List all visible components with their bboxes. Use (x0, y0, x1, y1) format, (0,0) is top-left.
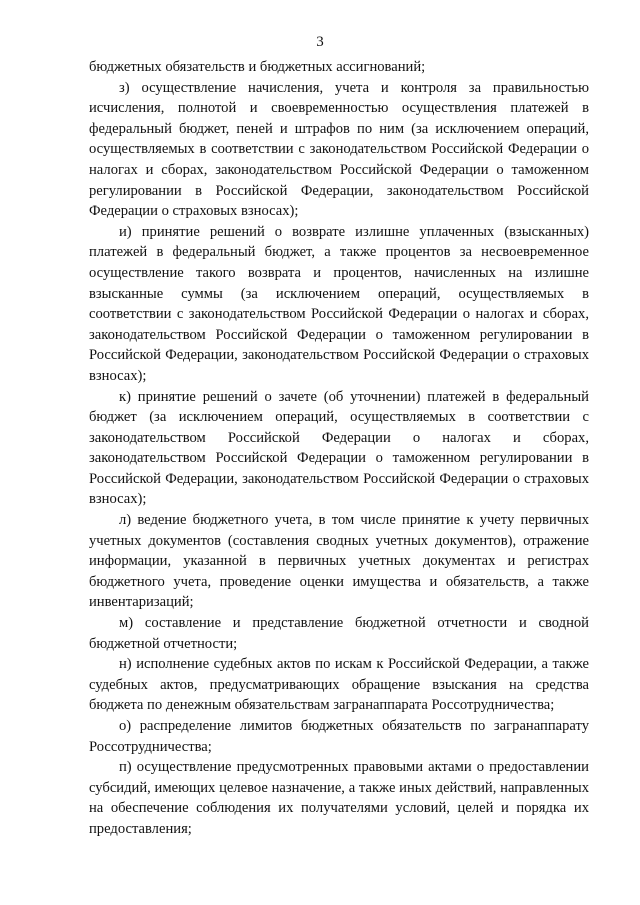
paragraph-o: о) распределение лимитов бюджетных обязательств по загранаппарату Россотрудничества; (89, 718, 589, 755)
paragraph-p: п) осуществление предусмотренных правовыми актами о предоставлении субсидий, имеющих целевое назначение, а также иных действий, направленных на обеспечение соблюдения их получателями условий, целей и порядка их предоставления; (89, 759, 589, 837)
paragraph-i: и) принятие решений о возврате излишне уплаченных (взысканных) платежей в федеральный бюджет, а также процентов за несвоевременное осуществление такого возврата и процентов, начисленных на излишне взысканные суммы (за исключением операций, осуществляемых в соответствии с законодательством Российской Федерации о налогах и сборах, законодательством Российской Федерации о таможенном регулировании в Российской Федерации, законодательством Российской Федерации о страховых взносах); (89, 223, 589, 384)
paragraph-continuation: бюджетных обязательств и бюджетных ассигнований; (89, 59, 426, 75)
page-number: 3 (316, 34, 324, 50)
document-body (89, 57, 589, 840)
paragraph-z: з) осуществление начисления, учета и контроля за правильностью исчисления, полнотой и своевременностью осуществления платежей в федеральный бюджет, пеней и штрафов по ним (за исключением операций, осуществляемых в соответствии с законодательством Российской Федерации о налогах и сборах, законодательством Российской Федерации о таможенном регулировании в Российской Федерации, законодательством Российской Федерации о страховых взносах); (89, 79, 589, 220)
paragraph-k: к) принятие решений о зачете (об уточнении) платежей в федеральный бюджет (за исключением операций, осуществляемых в соответствии с законодательством Российской Федерации о налогах и сборах, законодательством Российской Федерации о таможенном регулировании в Российской Федерации, законодательством Российской Федерации о страховых взносах); (89, 388, 589, 508)
paragraph-n: н) исполнение судебных актов по искам к Российской Федерации, а также судебных актов, предусматривающих обращение взыскания на средства бюджета по денежным обязательствам загранаппарата Россотрудничества; (89, 656, 589, 714)
paragraph-m: м) составление и представление бюджетной отчетности и сводной бюджетной отчетности; (89, 615, 589, 652)
paragraph-l: л) ведение бюджетного учета, в том числе принятие к учету первичных учетных документов (составления сводных учетных документов), отражение информации, указанной в первичных учетных документах и регистрах бюджетного учета, проведение оценки имущества и обязательств, а также инвентаризаций; (89, 512, 589, 611)
